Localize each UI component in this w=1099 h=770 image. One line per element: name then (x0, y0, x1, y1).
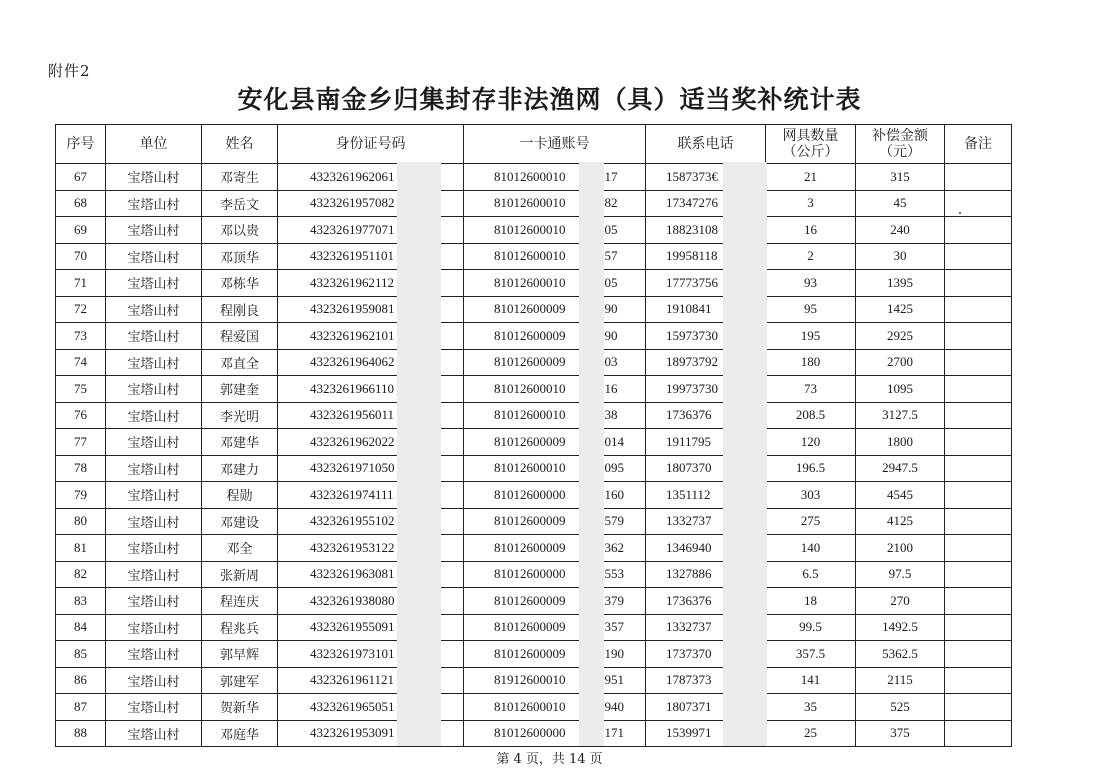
remark-cell (945, 614, 1012, 641)
phone-text: 1787373 (666, 672, 712, 688)
card-account-cell (464, 190, 646, 217)
row-number-cell: 87 (56, 694, 106, 721)
card-account-tail: 362 (604, 539, 624, 555)
card-account-head: 81012600009 (494, 645, 566, 661)
card-account-tail: 17 (604, 168, 618, 184)
name-cell: 程兆兵 (202, 614, 278, 641)
card-account-head: 81012600009 (494, 327, 566, 343)
table-row (56, 164, 1012, 191)
table-row (56, 429, 1012, 456)
id-redaction-band (397, 162, 441, 746)
compensation-amount-cell: 2700 (856, 349, 945, 376)
unit-cell: 宝塔山村 (106, 270, 202, 297)
id-number-text: 4323261965051 (310, 698, 395, 714)
card-account-tail: 940 (604, 698, 624, 714)
card-account-head: 81912600010 (494, 672, 566, 688)
phone-redaction-band (723, 162, 767, 746)
name-cell: 贺新华 (202, 694, 278, 721)
column-header-note: 备注 (945, 125, 1012, 164)
compensation-amount-cell: 2100 (856, 535, 945, 562)
card-account-head: 81012600010 (494, 168, 566, 184)
card-account-tail: 951 (604, 672, 624, 688)
compensation-amount-cell: 525 (856, 694, 945, 721)
unit-cell: 宝塔山村 (106, 190, 202, 217)
id-number-text: 4323261962061 (310, 168, 395, 184)
compensation-amount-cell: 97.5 (856, 561, 945, 588)
phone-text: 1807371 (666, 698, 712, 714)
compensation-amount-cell: 3127.5 (856, 402, 945, 429)
card-account-head: 81012600009 (494, 433, 566, 449)
remark-cell (945, 243, 1012, 270)
net-quantity-cell: 16 (766, 217, 856, 244)
card-account-tail: 82 (604, 195, 618, 211)
net-quantity-cell: 196.5 (766, 455, 856, 482)
table-row (56, 694, 1012, 721)
table-row (56, 508, 1012, 535)
name-cell: 郭建军 (202, 667, 278, 694)
name-cell: 郭早辉 (202, 641, 278, 668)
net-quantity-cell: 195 (766, 323, 856, 350)
net-quantity-cell: 25 (766, 720, 856, 747)
table-row (56, 243, 1012, 270)
id-number-text: 4323261955091 (310, 619, 395, 635)
card-account-head: 81012600000 (494, 486, 566, 502)
card-account-cell (464, 243, 646, 270)
name-cell: 邓顶华 (202, 243, 278, 270)
id-number-text: 4323261953122 (310, 539, 395, 555)
name-cell: 邓寄生 (202, 164, 278, 191)
remark-cell (945, 641, 1012, 668)
card-account-head: 81012600000 (494, 725, 566, 741)
remark-cell (945, 720, 1012, 747)
unit-cell: 宝塔山村 (106, 376, 202, 403)
net-quantity-cell: 99.5 (766, 614, 856, 641)
card-account-tail: 05 (604, 221, 618, 237)
name-cell: 程刚良 (202, 296, 278, 323)
column-header-card: 一卡通账号 (464, 125, 646, 164)
table-row (56, 667, 1012, 694)
phone-text: 1332737 (666, 513, 712, 529)
name-cell: 李岳文 (202, 190, 278, 217)
card-account-cell (464, 667, 646, 694)
unit-cell: 宝塔山村 (106, 164, 202, 191)
remark-cell (945, 667, 1012, 694)
unit-cell: 宝塔山村 (106, 429, 202, 456)
id-number-text: 4323261953091 (310, 725, 395, 741)
phone-text: 1346940 (666, 539, 712, 555)
row-number-cell: 81 (56, 535, 106, 562)
net-quantity-cell: 275 (766, 508, 856, 535)
column-header-amount: 补偿金额 （元） (856, 125, 945, 164)
remark-cell (945, 296, 1012, 323)
unit-cell: 宝塔山村 (106, 296, 202, 323)
phone-text: 1737370 (666, 645, 712, 661)
card-account-head: 81012600010 (494, 274, 566, 290)
row-number-cell: 69 (56, 217, 106, 244)
column-header-phone: 联系电话 (646, 125, 766, 164)
card-account-head: 81012600000 (494, 566, 566, 582)
unit-cell: 宝塔山村 (106, 561, 202, 588)
compensation-table (55, 124, 1012, 747)
net-quantity-cell: 35 (766, 694, 856, 721)
phone-text: 18823108 (666, 221, 718, 237)
table-row (56, 641, 1012, 668)
row-number-cell: 70 (56, 243, 106, 270)
name-cell: 邓建设 (202, 508, 278, 535)
card-account-cell (464, 614, 646, 641)
compensation-amount-cell: 2115 (856, 667, 945, 694)
net-quantity-cell: 208.5 (766, 402, 856, 429)
card-account-cell (464, 429, 646, 456)
unit-cell: 宝塔山村 (106, 455, 202, 482)
net-quantity-cell: 73 (766, 376, 856, 403)
card-account-tail: 16 (604, 380, 618, 396)
table-row (56, 455, 1012, 482)
table-row (56, 296, 1012, 323)
unit-cell: 宝塔山村 (106, 323, 202, 350)
table-row (56, 376, 1012, 403)
card-account-cell (464, 349, 646, 376)
phone-text: 19973730 (666, 380, 718, 396)
table-row (56, 720, 1012, 747)
remark-cell (945, 323, 1012, 350)
column-header-no: 序号 (56, 125, 106, 164)
row-number-cell: 85 (56, 641, 106, 668)
card-account-head: 81012600010 (494, 380, 566, 396)
remark-cell (945, 694, 1012, 721)
card-account-cell (464, 455, 646, 482)
card-account-tail: 38 (604, 407, 618, 423)
compensation-amount-cell: 45 (856, 190, 945, 217)
unit-cell: 宝塔山村 (106, 588, 202, 615)
phone-text: 17773756 (666, 274, 718, 290)
phone-text: 1327886 (666, 566, 712, 582)
table-row (56, 402, 1012, 429)
card-account-head: 81012600009 (494, 513, 566, 529)
remark-cell (945, 535, 1012, 562)
remark-cell (945, 190, 1012, 217)
row-number-cell: 71 (56, 270, 106, 297)
unit-cell: 宝塔山村 (106, 217, 202, 244)
net-quantity-cell: 120 (766, 429, 856, 456)
card-account-cell (464, 376, 646, 403)
unit-cell: 宝塔山村 (106, 694, 202, 721)
phone-text: 15973730 (666, 327, 718, 343)
name-cell: 邓以贵 (202, 217, 278, 244)
table-row (56, 482, 1012, 509)
compensation-amount-cell: 1095 (856, 376, 945, 403)
card-account-cell (464, 641, 646, 668)
table-row (56, 323, 1012, 350)
card-account-cell (464, 535, 646, 562)
row-number-cell: 78 (56, 455, 106, 482)
column-header-name: 姓名 (202, 125, 278, 164)
scan-speck (959, 212, 961, 214)
card-account-head: 81012600010 (494, 248, 566, 264)
table-row (56, 270, 1012, 297)
compensation-amount-cell: 240 (856, 217, 945, 244)
phone-text: 18973792 (666, 354, 718, 370)
card-account-tail: 90 (604, 301, 618, 317)
name-cell: 程勋 (202, 482, 278, 509)
row-number-cell: 86 (56, 667, 106, 694)
card-account-cell (464, 323, 646, 350)
card-account-cell (464, 296, 646, 323)
remark-cell (945, 376, 1012, 403)
phone-text: 19958118 (666, 248, 718, 264)
card-account-head: 81012600009 (494, 539, 566, 555)
net-quantity-cell: 93 (766, 270, 856, 297)
row-number-cell: 73 (56, 323, 106, 350)
unit-cell: 宝塔山村 (106, 508, 202, 535)
phone-text: 17347276 (666, 195, 718, 211)
compensation-amount-cell: 1395 (856, 270, 945, 297)
remark-cell (945, 349, 1012, 376)
compensation-amount-cell: 270 (856, 588, 945, 615)
card-account-tail: 57 (604, 248, 618, 264)
row-number-cell: 74 (56, 349, 106, 376)
remark-cell (945, 270, 1012, 297)
compensation-amount-cell: 1425 (856, 296, 945, 323)
id-number-text: 4323261957082 (310, 195, 395, 211)
net-quantity-cell: 357.5 (766, 641, 856, 668)
name-cell: 郭建奎 (202, 376, 278, 403)
row-number-cell: 76 (56, 402, 106, 429)
card-account-head: 81012600010 (494, 460, 566, 476)
remark-cell (945, 164, 1012, 191)
card-account-tail: 553 (604, 566, 624, 582)
id-number-text: 4323261956011 (310, 407, 395, 423)
remark-cell (945, 508, 1012, 535)
id-number-text: 4323261964062 (310, 354, 395, 370)
phone-text: 1332737 (666, 619, 712, 635)
remark-cell (945, 217, 1012, 244)
id-number-text: 4323261977071 (310, 221, 395, 237)
id-number-text: 4323261938080 (310, 592, 395, 608)
row-number-cell: 72 (56, 296, 106, 323)
row-number-cell: 84 (56, 614, 106, 641)
card-account-tail: 171 (604, 725, 624, 741)
unit-cell: 宝塔山村 (106, 614, 202, 641)
card-account-head: 81012600010 (494, 698, 566, 714)
remark-cell (945, 482, 1012, 509)
net-quantity-cell: 95 (766, 296, 856, 323)
unit-cell: 宝塔山村 (106, 349, 202, 376)
row-number-cell: 67 (56, 164, 106, 191)
row-number-cell: 80 (56, 508, 106, 535)
card-account-tail: 90 (604, 327, 618, 343)
card-account-tail: 379 (604, 592, 624, 608)
compensation-amount-cell: 375 (856, 720, 945, 747)
name-cell: 程爱国 (202, 323, 278, 350)
column-header-qty: 网具数量 （公斤） (766, 125, 856, 164)
name-cell: 邓全 (202, 535, 278, 562)
table-row (56, 217, 1012, 244)
remark-cell (945, 588, 1012, 615)
table-row (56, 349, 1012, 376)
card-account-head: 81012600010 (494, 407, 566, 423)
card-account-cell (464, 694, 646, 721)
id-number-text: 4323261973101 (310, 645, 395, 661)
compensation-amount-cell: 1800 (856, 429, 945, 456)
card-account-cell (464, 561, 646, 588)
compensation-amount-cell: 30 (856, 243, 945, 270)
id-number-text: 4323261962112 (310, 274, 395, 290)
row-number-cell: 88 (56, 720, 106, 747)
card-account-tail: 014 (604, 433, 624, 449)
name-cell: 邓直全 (202, 349, 278, 376)
row-number-cell: 68 (56, 190, 106, 217)
compensation-amount-cell: 2947.5 (856, 455, 945, 482)
compensation-amount-cell: 5362.5 (856, 641, 945, 668)
table-row (56, 588, 1012, 615)
card-account-head: 81012600010 (494, 195, 566, 211)
card-account-cell (464, 588, 646, 615)
id-number-text: 4323261963081 (310, 566, 395, 582)
compensation-amount-cell: 315 (856, 164, 945, 191)
name-cell: 李光明 (202, 402, 278, 429)
phone-text: 1539971 (666, 725, 712, 741)
compensation-amount-cell: 4125 (856, 508, 945, 535)
name-cell: 邓建华 (202, 429, 278, 456)
net-quantity-cell: 18 (766, 588, 856, 615)
row-number-cell: 77 (56, 429, 106, 456)
row-number-cell: 79 (56, 482, 106, 509)
column-header-id: 身份证号码 (278, 125, 464, 164)
id-number-text: 4323261961121 (310, 672, 395, 688)
card-redaction-band (579, 162, 604, 746)
id-number-text: 4323261974111 (310, 486, 394, 502)
card-account-head: 81012600009 (494, 301, 566, 317)
phone-text: 1736376 (666, 407, 712, 423)
id-number-text: 4323261955102 (310, 513, 395, 529)
name-cell: 张新周 (202, 561, 278, 588)
net-quantity-cell: 141 (766, 667, 856, 694)
phone-text: 1351112 (666, 486, 711, 502)
unit-cell: 宝塔山村 (106, 720, 202, 747)
column-header-unit: 单位 (106, 125, 202, 164)
card-account-cell (464, 217, 646, 244)
page-footer: 第 4 页，共 14 页 (496, 752, 603, 767)
card-account-cell (464, 164, 646, 191)
id-number-text: 4323261951101 (310, 248, 395, 264)
unit-cell: 宝塔山村 (106, 667, 202, 694)
card-account-head: 81012600010 (494, 221, 566, 237)
net-quantity-cell: 21 (766, 164, 856, 191)
card-account-head: 81012600009 (494, 592, 566, 608)
id-number-text: 4323261962101 (310, 327, 395, 343)
card-account-tail: 03 (604, 354, 618, 370)
card-account-head: 81012600009 (494, 354, 566, 370)
compensation-amount-cell: 2925 (856, 323, 945, 350)
remark-cell (945, 402, 1012, 429)
table-row (56, 535, 1012, 562)
id-number-text: 4323261962022 (310, 433, 395, 449)
row-number-cell: 75 (56, 376, 106, 403)
id-number-text: 4323261966110 (310, 380, 395, 396)
card-account-cell (464, 482, 646, 509)
card-account-cell (464, 270, 646, 297)
net-quantity-cell: 303 (766, 482, 856, 509)
remark-cell (945, 561, 1012, 588)
unit-cell: 宝塔山村 (106, 535, 202, 562)
compensation-amount-cell: 1492.5 (856, 614, 945, 641)
table-body (56, 164, 1012, 747)
card-account-tail: 579 (604, 513, 624, 529)
phone-text: 1736376 (666, 592, 712, 608)
card-account-head: 81012600009 (494, 619, 566, 635)
table-row (56, 614, 1012, 641)
unit-cell: 宝塔山村 (106, 402, 202, 429)
net-quantity-cell: 180 (766, 349, 856, 376)
card-account-cell (464, 720, 646, 747)
remark-cell (945, 455, 1012, 482)
card-account-cell (464, 508, 646, 535)
row-number-cell: 83 (56, 588, 106, 615)
card-account-tail: 357 (604, 619, 624, 635)
id-number-text: 4323261959081 (310, 301, 395, 317)
unit-cell: 宝塔山村 (106, 641, 202, 668)
phone-text: 1587373€ (666, 168, 718, 184)
card-account-tail: 160 (604, 486, 624, 502)
row-number-cell: 82 (56, 561, 106, 588)
table-row (56, 190, 1012, 217)
card-account-tail: 190 (604, 645, 624, 661)
name-cell: 邓庭华 (202, 720, 278, 747)
phone-text: 1807370 (666, 460, 712, 476)
unit-cell: 宝塔山村 (106, 243, 202, 270)
phone-text: 1910841 (666, 301, 712, 317)
name-cell: 邓建力 (202, 455, 278, 482)
remark-cell (945, 429, 1012, 456)
table-row (56, 561, 1012, 588)
net-quantity-cell: 3 (766, 190, 856, 217)
phone-text: 1911795 (666, 433, 712, 449)
name-cell: 程连庆 (202, 588, 278, 615)
document-title: 安化县南金乡归集封存非法渔网（具）适当奖补统计表 (237, 85, 862, 114)
card-account-tail: 05 (604, 274, 618, 290)
unit-cell: 宝塔山村 (106, 482, 202, 509)
card-account-tail: 095 (604, 460, 624, 476)
annex-label: 附件2 (48, 62, 91, 80)
name-cell: 邓栋华 (202, 270, 278, 297)
compensation-amount-cell: 4545 (856, 482, 945, 509)
net-quantity-cell: 140 (766, 535, 856, 562)
net-quantity-cell: 2 (766, 243, 856, 270)
net-quantity-cell: 6.5 (766, 561, 856, 588)
card-account-cell (464, 402, 646, 429)
id-number-text: 4323261971050 (310, 460, 395, 476)
table-header-row (56, 125, 1012, 164)
